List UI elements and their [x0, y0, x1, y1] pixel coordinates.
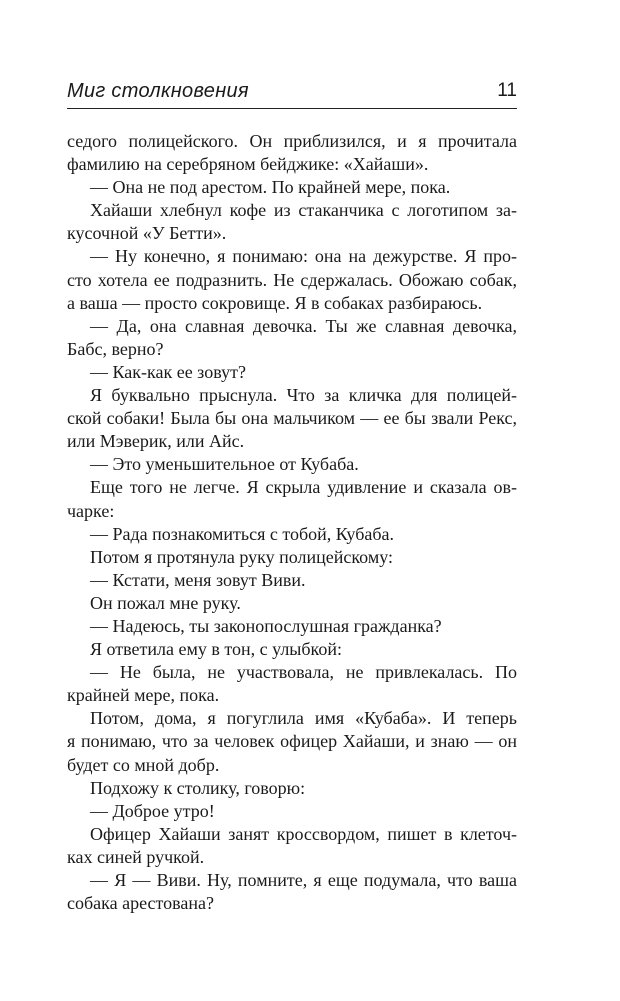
running-title: Миг столкновения: [67, 80, 249, 102]
text-line: сто хотела ее подразнить. Не сдержалась. Обожаю собак,: [67, 269, 517, 290]
text-line: Он пожал мне руку.: [90, 592, 241, 613]
text-line: кусочной «У Бетти».: [67, 223, 227, 244]
text-line: — Она не под арестом. По крайней мере, пока.: [90, 177, 451, 198]
text-line: — Да, она славная девочка. Ты же славная девочка,: [90, 315, 517, 336]
text-line: — Доброе утро!: [90, 800, 215, 821]
text-line: — Ну конечно, я понимаю: она на дежурстве. Я про-: [90, 246, 517, 267]
text-line: Офицер Хайаши занят кроссвордом, пишет в клеточ-: [90, 823, 517, 844]
text-line: Я буквально прыснула. Что за кличка для полицей-: [90, 385, 517, 406]
text-line: — Рада познакомиться с тобой, Кубаба.: [90, 523, 394, 544]
book-page: [67, 74, 517, 915]
text-line: Подхожу к столику, говорю:: [90, 777, 306, 798]
text-line: седого полицейского. Он приблизился, и я прочитала: [67, 131, 517, 151]
text-line: — Это уменьшительное от Кубаба.: [90, 454, 359, 475]
text-line: собака арестована?: [67, 893, 215, 914]
text-line: ской собаки! Была бы она мальчиком — ее бы звали Рекс,: [67, 408, 517, 429]
text-line: Бабс, верно?: [67, 338, 164, 359]
text-line: чарке:: [67, 500, 115, 521]
text-line: или Мэверик, или Айс.: [67, 431, 245, 452]
text-line: ках синей ручкой.: [67, 846, 205, 867]
text-line: я понимаю, что за человек офицер Хайаши, и знаю — он: [67, 731, 517, 752]
text-line: будет со мной добр.: [67, 754, 220, 775]
text-line: Еще того не легче. Я скрыла удивление и сказала ов-: [90, 477, 517, 498]
text-line: — Надеюсь, ты законопослушная гражданка?: [90, 615, 442, 636]
text-line: — Как-как ее зовут?: [90, 361, 246, 382]
text-line: а ваша — просто сокровище. Я в собаках разбираюсь.: [67, 292, 483, 313]
text-line: Хайаши хлебнул кофе из стаканчика с логотипом за-: [90, 200, 517, 221]
text-line: — Не была, не участвовала, не привлекалась. По: [90, 662, 517, 683]
text-line: Потом я протянула руку полицейскому:: [90, 546, 393, 567]
running-header: [67, 74, 517, 109]
text-line: — Я — Виви. Ну, помните, я еще подумала, что ваша: [90, 870, 517, 890]
text-line: крайней мере, пока.: [67, 685, 220, 706]
page-number: 11: [497, 80, 517, 101]
text-line: Потом, дома, я погуглила имя «Кубаба». И теперь: [90, 708, 517, 729]
body-text: [67, 130, 517, 915]
text-line: Я ответила ему в тон, с улыбкой:: [90, 639, 343, 660]
text-line: — Кстати, меня зовут Виви.: [90, 569, 306, 590]
text-line: фамилию на серебряном бейджике: «Хайаши».: [67, 154, 429, 175]
